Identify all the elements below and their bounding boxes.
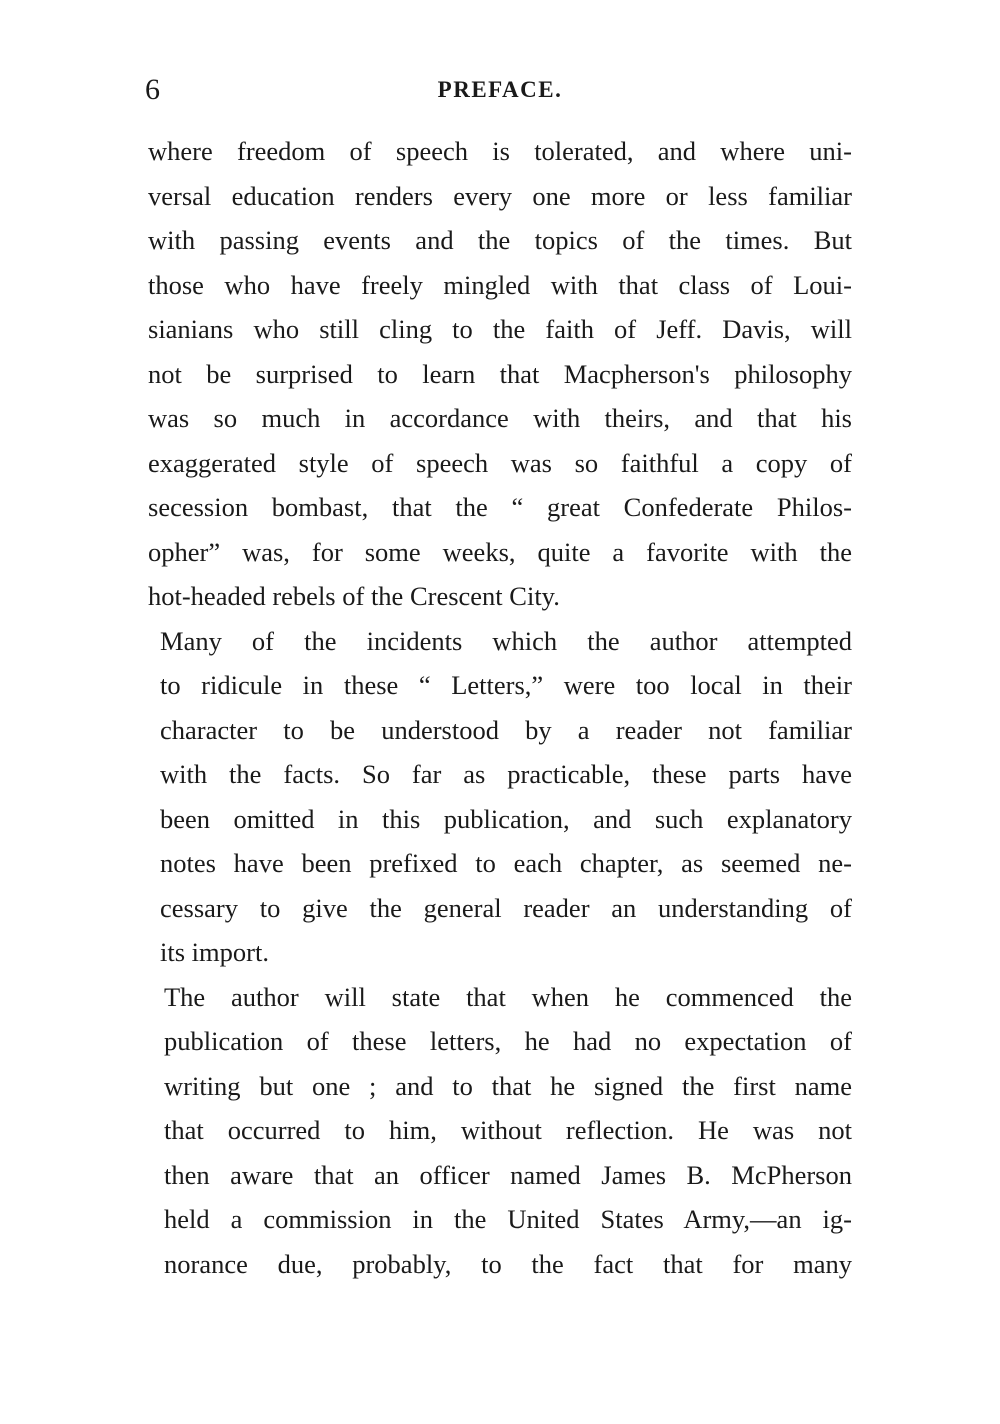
text-line: been omitted in this publication, and such explanatory [160,803,852,834]
text-line: The author will state that when he commenced the [164,981,852,1012]
text-line: hot-headed rebels of the Crescent City. [148,581,560,611]
paragraph [148,129,852,619]
text-line: those who have freely mingled with that class of Loui- [148,269,852,300]
text-line: then aware that an officer named James B. McPherson [164,1159,852,1190]
text-line: with the facts. So far as practicable, these parts have [160,759,852,789]
text-line: with passing events and the topics of the times. But [148,225,852,255]
paragraph [148,619,852,975]
text-line: to ridicule in these “ Letters,” were too local in their [160,670,852,700]
text-line: opher” was, for some weeks, quite a favorite with the [148,536,852,567]
text-line: its import. [160,937,269,967]
text-line: sianians who still cling to the faith of Jeff. Davis, will [148,314,852,344]
text-line: versal education renders every one more or less familiar [148,180,852,211]
text-line: secession bombast, that the “ great Confederate Philos- [148,492,852,522]
text-line: cessary to give the general reader an understanding of [160,892,852,923]
text-line: that occurred to him, without reflection. He was not [164,1115,852,1145]
text-line: character to be understood by a reader not familiar [160,714,852,745]
page-number: 6 [145,73,160,106]
text-line: was so much in accordance with theirs, and that his [148,403,852,433]
text-line: not be surprised to learn that Macpherson's philosophy [148,358,852,389]
text-line: held a commission in the United States Army,—an ig- [164,1204,852,1234]
running-head: PREFACE. [437,77,563,102]
text-line: writing but one ; and to that he signed the first name [164,1070,852,1101]
paragraph [148,975,852,1287]
text-line: notes have been prefixed to each chapter, as seemed ne- [160,848,852,878]
body-text [148,129,852,1286]
text-line: Many of the incidents which the author attempted [160,625,852,656]
text-line: where freedom of speech is tolerated, and where uni- [148,136,852,166]
text-line: norance due, probably, to the fact that for many [164,1248,852,1279]
text-line: publication of these letters, he had no expectation of [164,1026,852,1056]
page-header [145,70,855,110]
text-line: exaggerated style of speech was so faithful a copy of [148,447,852,478]
